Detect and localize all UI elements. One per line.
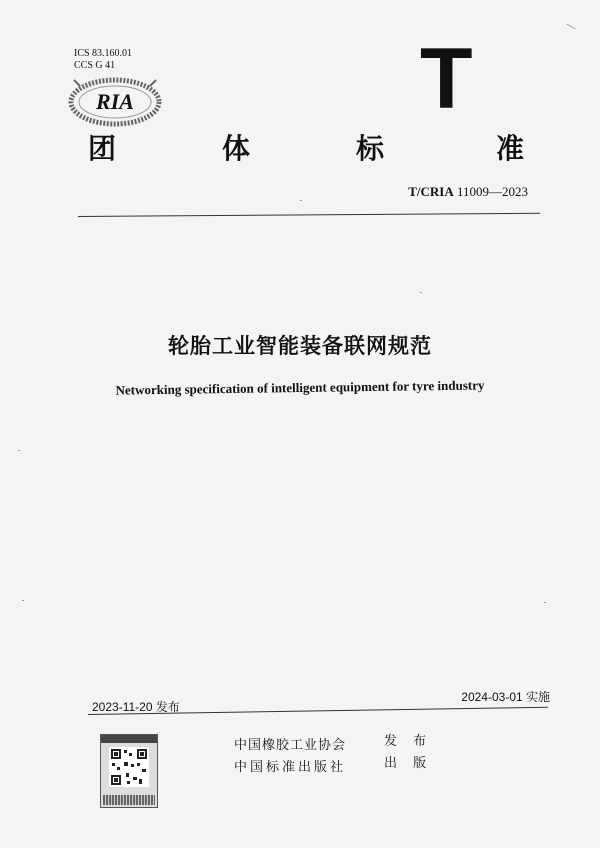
standard-code: 11009—2023: [456, 184, 528, 199]
ccs-code: CCS G 41: [74, 60, 116, 71]
title-chinese: 轮胎工业智能装备联网规范: [168, 334, 432, 358]
ics-code: ICS 83.160.01: [74, 48, 133, 59]
category-char-1: 团: [88, 132, 117, 165]
qr-code-icon: [109, 747, 149, 787]
scan-speck: [22, 600, 24, 601]
standard-type-letter: T: [420, 31, 473, 127]
effective-date: 2024-03-01 实施: [461, 690, 550, 704]
standard-prefix: T/CRIA: [408, 184, 454, 199]
publisher-name: 中国橡胶工业协会: [234, 738, 347, 753]
publish-date: 2023-11-20 发布: [92, 700, 180, 714]
classification-codes: [74, 48, 132, 72]
standard-number: [408, 184, 528, 200]
publisher-action: 发 布: [384, 734, 433, 749]
press-name: 中国标准出版社: [234, 760, 347, 775]
title-english: Networking specification of intelligent equipment for tyre industry: [115, 377, 485, 398]
header-divider: [78, 213, 540, 217]
scan-speck: [420, 292, 422, 293]
logo-text: RIA: [96, 89, 134, 114]
scan-speck: [18, 450, 20, 451]
cria-logo: [66, 76, 164, 128]
category-char-4: 准: [496, 132, 525, 165]
anti-counterfeit-label: [100, 734, 158, 808]
category-char-3: 标: [356, 132, 385, 165]
standard-category: [0, 132, 600, 172]
scan-speck: [544, 602, 546, 603]
scan-speck: [300, 200, 302, 201]
press-action: 出 版: [384, 756, 433, 771]
category-char-2: 体: [222, 132, 251, 165]
scan-mark: [566, 24, 575, 30]
